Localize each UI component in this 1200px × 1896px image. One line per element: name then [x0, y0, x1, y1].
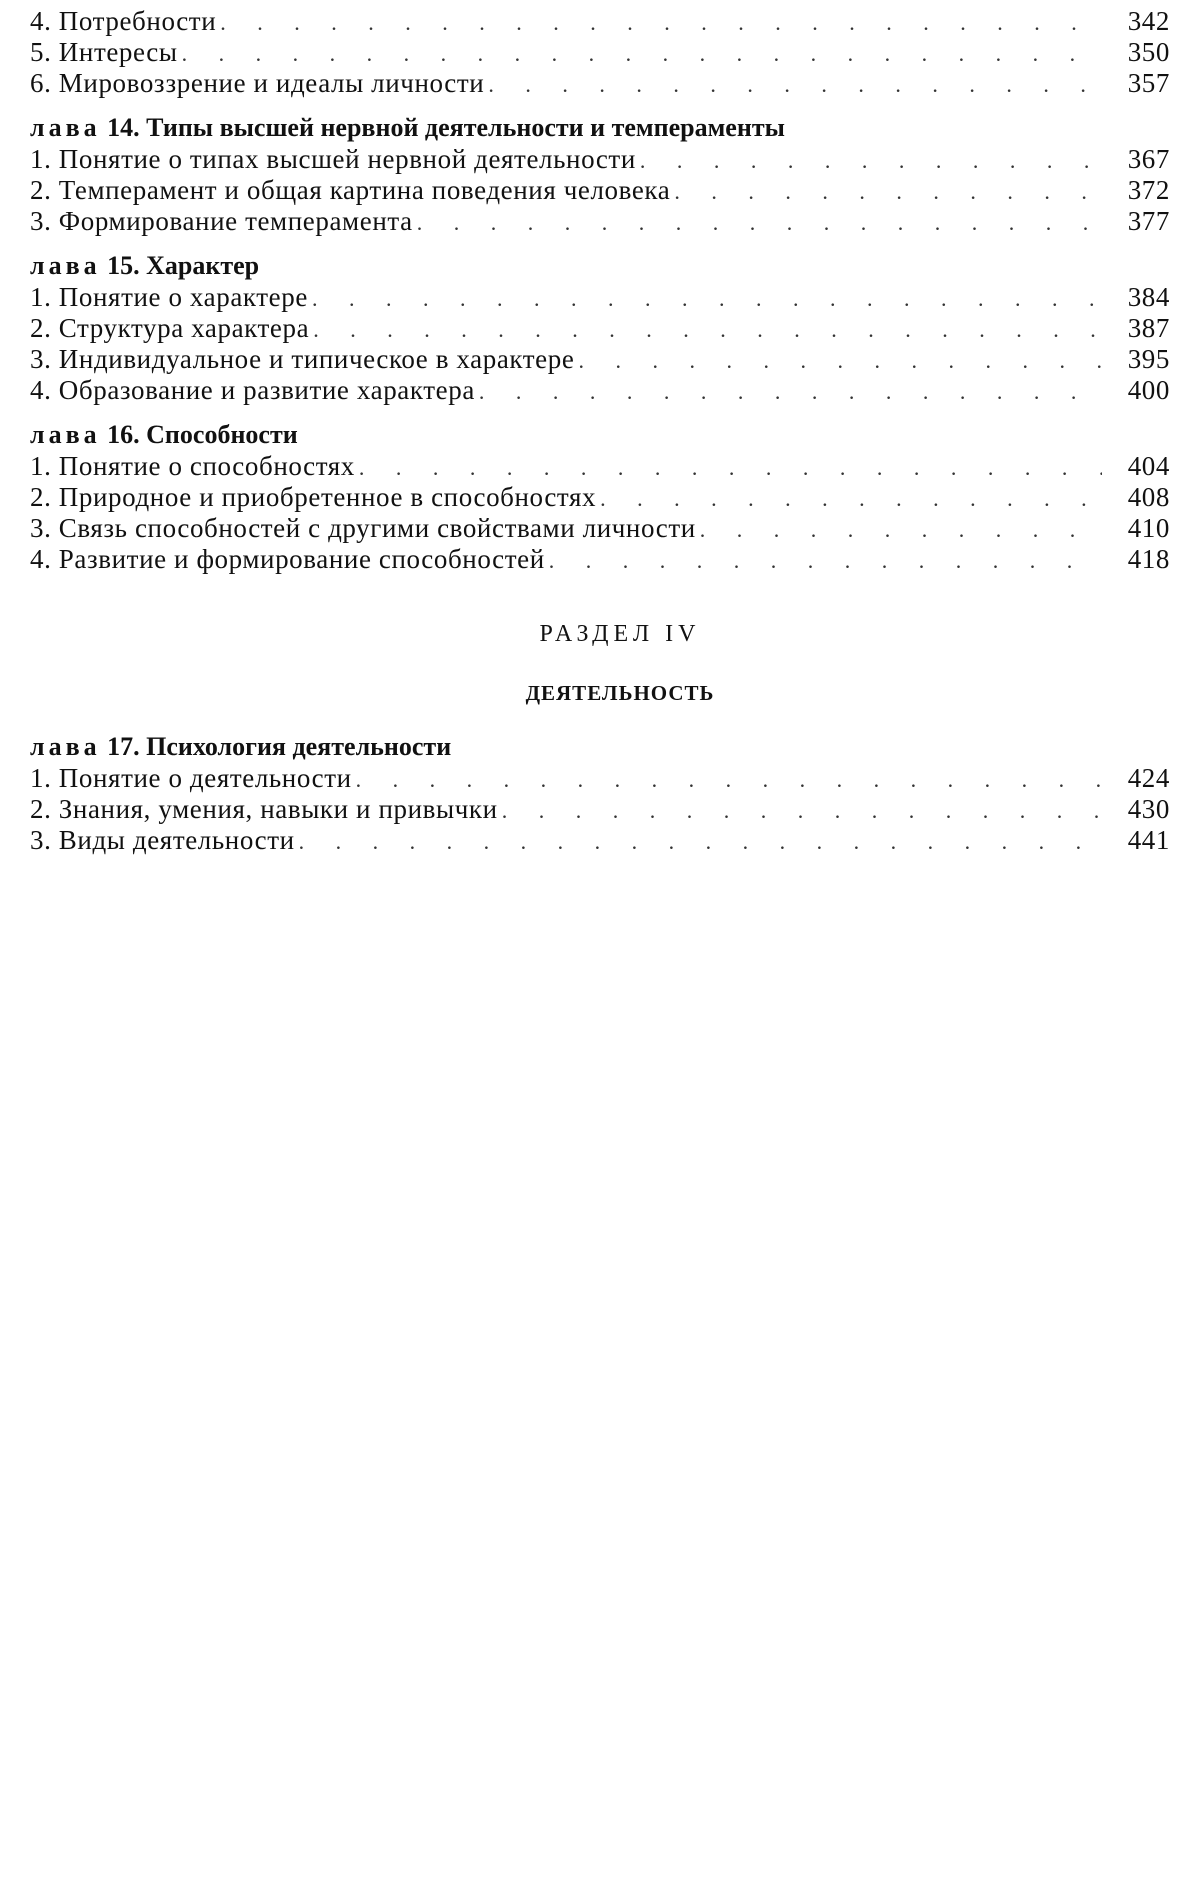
- toc-entry-page: 441: [1127, 825, 1170, 855]
- toc-entry[interactable]: [30, 794, 1170, 825]
- toc-entry-page: 384: [1127, 282, 1170, 312]
- toc-entry-label: 3. Связь способностей с другими свойствами личности: [30, 513, 696, 543]
- toc-entry[interactable]: [30, 175, 1170, 206]
- section-title: ДЕЯТЕЛЬНОСТЬ: [525, 681, 715, 705]
- toc-entry-page: 400: [1127, 375, 1170, 405]
- toc-entry-page: 387: [1127, 313, 1170, 343]
- dot-leader: [359, 452, 1102, 483]
- toc-entry-page: 410: [1127, 513, 1170, 543]
- chapter-prefix: лава: [30, 251, 101, 280]
- chapter-heading[interactable]: [30, 731, 1170, 763]
- toc-entry[interactable]: [30, 544, 1170, 575]
- toc-entry-label: 2. Темперамент и общая картина поведения человека: [30, 175, 671, 205]
- chapter-block: [30, 731, 1170, 856]
- toc-entry-page: 430: [1127, 794, 1170, 824]
- toc-entry-label: 2. Структура характера: [30, 313, 310, 343]
- dot-leader: [640, 145, 1102, 176]
- dot-leader: [220, 7, 1102, 38]
- toc-entry[interactable]: [30, 6, 1170, 37]
- toc-entry-label: 1. Понятие о деятельности: [30, 763, 352, 793]
- toc-entry-label: 3. Виды деятельности: [30, 825, 295, 855]
- toc-entry-page: 377: [1127, 206, 1170, 236]
- toc-entry-label: 1. Понятие о типах высшей нервной деятельности: [30, 144, 636, 174]
- dot-leader: [674, 176, 1102, 207]
- toc-entry-label: 6. Мировоззрение и идеалы личности: [30, 68, 485, 98]
- chapter-block: [30, 250, 1170, 406]
- toc-entry-page: 372: [1127, 175, 1170, 205]
- toc-entry[interactable]: [30, 344, 1170, 375]
- dot-leader: [417, 207, 1102, 238]
- toc-entry-label: 2. Природное и приобретенное в способностях: [30, 482, 597, 512]
- chapter-title: 15. Характер: [107, 251, 260, 280]
- dot-leader: [488, 69, 1102, 100]
- toc-entry[interactable]: [30, 206, 1170, 237]
- chapter-block: [30, 419, 1170, 575]
- toc-entry-page: 350: [1127, 37, 1170, 67]
- toc-entry[interactable]: [30, 68, 1170, 99]
- chapter-title: 16. Способности: [107, 420, 298, 449]
- toc-entry[interactable]: [30, 375, 1170, 406]
- toc-entry[interactable]: [30, 482, 1170, 513]
- section-heading: РАЗДЕЛ IV: [539, 621, 701, 647]
- toc-entry-label: 4. Образование и развитие характера: [30, 375, 475, 405]
- chapter-title: 14. Типы высшей нервной деятельности и темпераменты: [107, 113, 785, 142]
- toc-entry-page: 342: [1127, 6, 1170, 36]
- dot-leader: [299, 826, 1102, 857]
- toc-entry-label: 2. Знания, умения, навыки и привычки: [30, 794, 498, 824]
- chapter-heading[interactable]: [30, 112, 1170, 144]
- chapter-title: 17. Психология деятельности: [107, 732, 452, 761]
- toc-entry[interactable]: [30, 313, 1170, 344]
- toc-entry-label: 4. Потребности: [30, 6, 217, 36]
- dot-leader: [313, 314, 1102, 345]
- chapter-prefix: лава: [30, 113, 101, 142]
- dot-leader: [700, 514, 1102, 545]
- toc-entry[interactable]: [30, 825, 1170, 856]
- toc-entry-page: 424: [1127, 763, 1170, 793]
- toc-entries-continued: [30, 6, 1170, 99]
- chapter-block: [30, 112, 1170, 237]
- dot-leader: [600, 483, 1102, 514]
- toc-entry-label: 1. Понятие о характере: [30, 282, 308, 312]
- toc-entry-label: 1. Понятие о способностях: [30, 451, 355, 481]
- toc-entry-page: 404: [1127, 451, 1170, 481]
- chapter-heading[interactable]: [30, 419, 1170, 451]
- dot-leader: [578, 345, 1102, 376]
- toc-entry[interactable]: [30, 282, 1170, 313]
- toc-entry[interactable]: [30, 513, 1170, 544]
- toc-entry-page: 357: [1127, 68, 1170, 98]
- dot-leader: [549, 545, 1102, 576]
- dot-leader: [479, 376, 1102, 407]
- toc-entry-label: 5. Интересы: [30, 37, 178, 67]
- toc-entry[interactable]: [30, 37, 1170, 68]
- toc-entry-page: 395: [1127, 344, 1170, 374]
- toc-entry-page: 367: [1127, 144, 1170, 174]
- chapter-prefix: лава: [30, 732, 101, 761]
- chapter-prefix: лава: [30, 420, 101, 449]
- dot-leader: [356, 764, 1102, 795]
- toc-entry[interactable]: [30, 763, 1170, 794]
- toc-entry-label: 3. Формирование темперамента: [30, 206, 413, 236]
- dot-leader: [182, 38, 1102, 69]
- chapter-heading[interactable]: [30, 250, 1170, 282]
- toc-entry-page: 408: [1127, 482, 1170, 512]
- toc-entry-label: 3. Индивидуальное и типическое в характере: [30, 344, 575, 374]
- toc-entry-label: 4. Развитие и формирование способностей: [30, 544, 545, 574]
- dot-leader: [502, 795, 1102, 826]
- toc-entry-page: 418: [1127, 544, 1170, 574]
- toc-entry[interactable]: [30, 451, 1170, 482]
- dot-leader: [312, 283, 1102, 314]
- toc-entry[interactable]: [30, 144, 1170, 175]
- toc-page: [30, 6, 1170, 856]
